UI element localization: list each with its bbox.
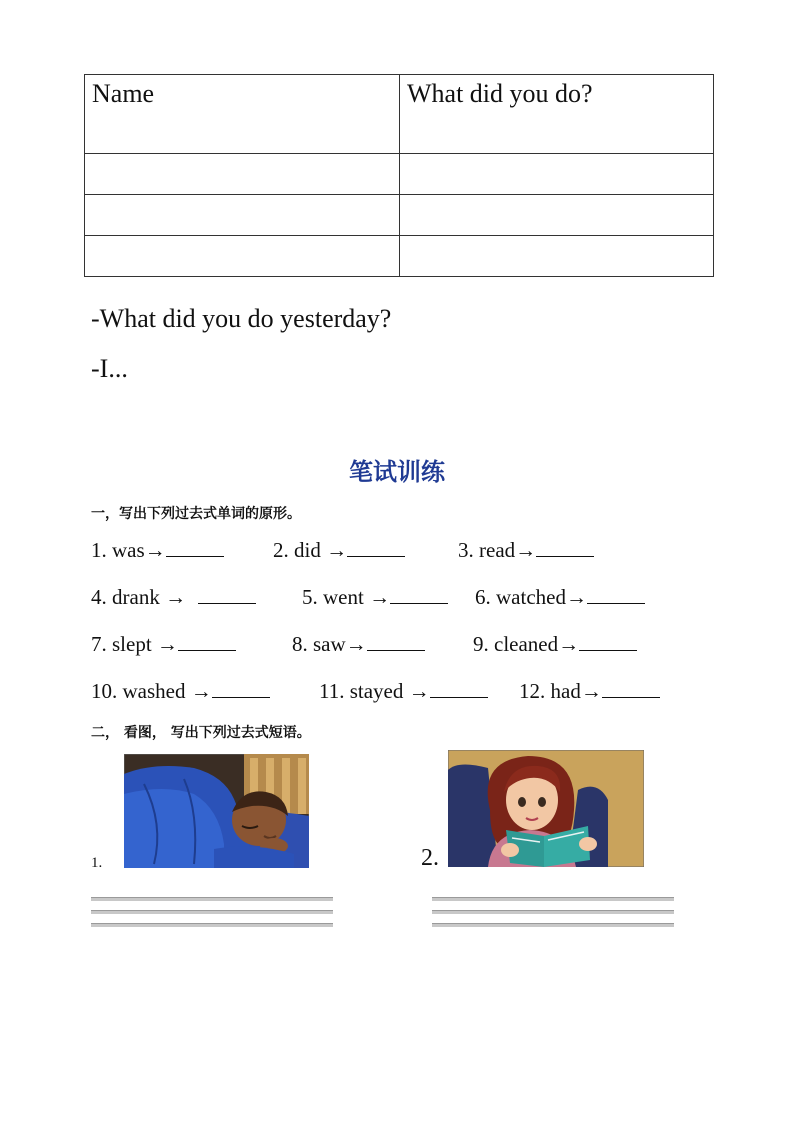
exercise-item: 6. watched→ xyxy=(475,584,645,610)
exercise-item: 11. stayed → xyxy=(319,678,488,704)
table-header-row xyxy=(85,75,714,154)
picture-1-label: 1. xyxy=(91,855,103,871)
header-name: Name xyxy=(85,75,400,154)
header-activity: What did you do? xyxy=(400,75,714,154)
table-row xyxy=(85,154,714,195)
table-cell[interactable] xyxy=(85,195,400,236)
part1-instruction: 一，写出下列过去式单词的原形。 xyxy=(91,506,301,522)
arrow-icon: → xyxy=(408,679,430,703)
answer-blank[interactable] xyxy=(367,631,425,651)
exercise-item: 9. cleaned→ xyxy=(473,631,637,657)
arrow-icon: → xyxy=(165,585,187,609)
answer-blank[interactable] xyxy=(602,678,660,698)
arrow-icon: → xyxy=(558,632,580,656)
table-row xyxy=(85,236,714,277)
answer-blank[interactable] xyxy=(347,537,405,557)
answer-blank[interactable] xyxy=(166,537,224,557)
table-cell[interactable] xyxy=(85,154,400,195)
exercise-item: 3. read→ xyxy=(458,537,594,563)
arrow-icon: → xyxy=(190,679,212,703)
answer-blank[interactable] xyxy=(212,678,270,698)
answer-lines-1[interactable] xyxy=(91,897,333,936)
arrow-icon: → xyxy=(144,538,166,562)
exercise-item: 2. did → xyxy=(273,537,405,563)
arrow-icon: → xyxy=(345,632,367,656)
answer-blank[interactable] xyxy=(198,584,256,604)
dialog-answer: -I... xyxy=(91,354,128,383)
answer-blank[interactable] xyxy=(536,537,594,557)
table-cell[interactable] xyxy=(400,195,714,236)
answer-lines-2[interactable] xyxy=(432,897,674,936)
exercise-row xyxy=(91,678,731,708)
answer-blank[interactable] xyxy=(390,584,448,604)
arrow-icon: → xyxy=(580,679,602,703)
section-title: 笔试训练 xyxy=(349,458,445,486)
exercise-item: 12. had→ xyxy=(519,678,660,704)
exercise-row xyxy=(91,584,731,614)
table-cell[interactable] xyxy=(85,236,400,277)
arrow-icon: → xyxy=(369,585,391,609)
girl-reading-book-illustration xyxy=(448,750,644,867)
answer-blank[interactable] xyxy=(178,631,236,651)
answer-blank[interactable] xyxy=(430,678,488,698)
survey-table xyxy=(84,74,714,277)
sleeping-boy-illustration xyxy=(124,754,309,868)
arrow-icon: → xyxy=(156,632,178,656)
dialog-question: -What did you do yesterday? xyxy=(91,304,392,333)
exercise-row xyxy=(91,537,731,567)
answer-blank[interactable] xyxy=(579,631,637,651)
table-cell[interactable] xyxy=(400,236,714,277)
exercise-item: 4. drank → xyxy=(91,584,256,610)
exercise-item: 8. saw→ xyxy=(292,631,425,657)
exercise-item: 7. slept → xyxy=(91,631,236,657)
table-row xyxy=(85,195,714,236)
exercise-item: 5. went → xyxy=(302,584,448,610)
arrow-icon: → xyxy=(565,585,587,609)
answer-blank[interactable] xyxy=(587,584,645,604)
exercise-item: 10. washed → xyxy=(91,678,270,704)
arrow-icon: → xyxy=(515,538,537,562)
part2-instruction: 二， 看图， 写出下列过去式短语。 xyxy=(91,725,311,741)
exercise-row xyxy=(91,631,731,661)
exercise-item: 1. was→ xyxy=(91,537,224,563)
arrow-icon: → xyxy=(326,538,348,562)
table-cell[interactable] xyxy=(400,154,714,195)
picture-2-label: 2. xyxy=(421,845,439,871)
